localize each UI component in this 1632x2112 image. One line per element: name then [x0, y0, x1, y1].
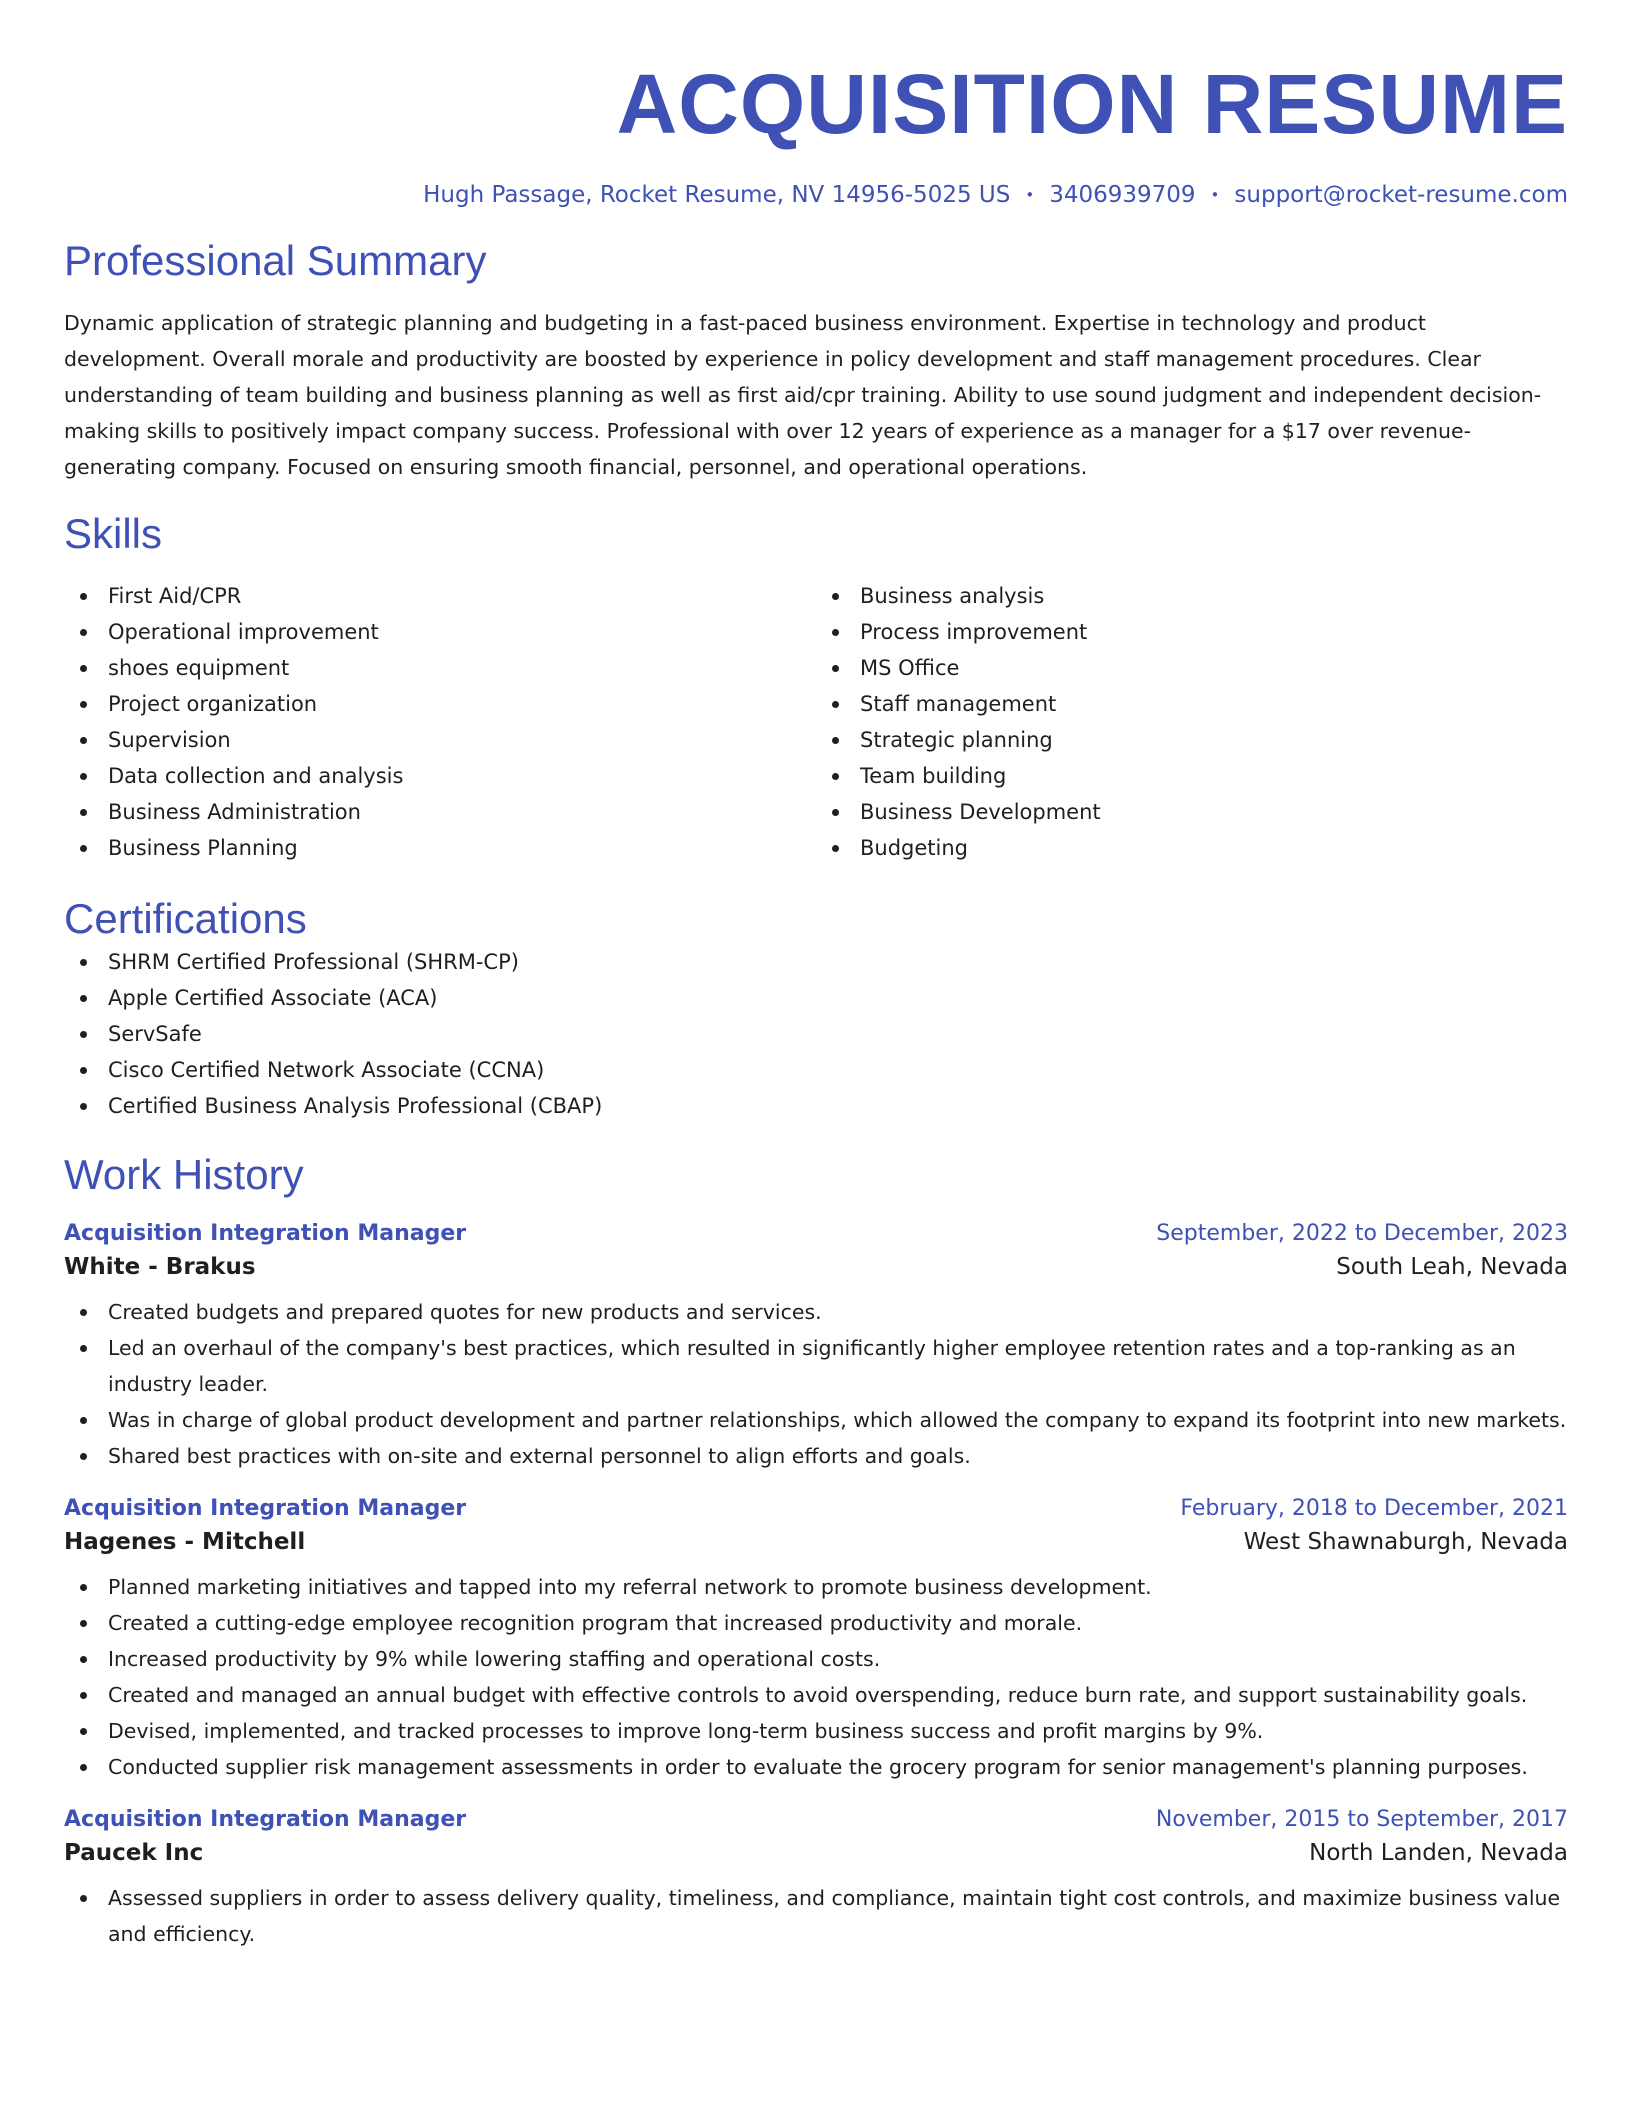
certification-item: Apple Certified Associate (ACA)	[64, 980, 1568, 1016]
job-entry	[64, 1221, 1568, 1474]
job-bullets	[64, 1880, 1568, 1952]
skill-item: First Aid/CPR	[64, 578, 816, 614]
work-history-list	[64, 1221, 1568, 1952]
job-title: Acquisition Integration Manager	[64, 1220, 467, 1246]
job-entry	[64, 1807, 1568, 1952]
certification-item: Certified Business Analysis Professional (CBAP)	[64, 1088, 1568, 1124]
job-company: Paucek Inc	[64, 1839, 204, 1866]
certifications-heading: Certifications	[64, 894, 307, 942]
job-dates: November, 2015 to September, 2017	[1155, 1806, 1568, 1832]
contact-address: Hugh Passage, Rocket Resume, NV 14956-5025 US	[423, 182, 1011, 208]
skill-item: Project organization	[64, 686, 816, 722]
certifications-list	[64, 944, 1568, 1124]
skill-item: MS Office	[816, 650, 1568, 686]
skill-item: shoes equipment	[64, 650, 816, 686]
contact-separator: •	[1025, 186, 1035, 204]
skill-item: Business Administration	[64, 794, 816, 830]
skill-item: Process improvement	[816, 614, 1568, 650]
skill-item: Business analysis	[816, 578, 1568, 614]
skill-item: Budgeting	[816, 830, 1568, 866]
job-bullet: Was in charge of global product development and partner relationships, which allowed the company to expand its footprint into new markets.	[64, 1402, 1568, 1438]
job-dates: February, 2018 to December, 2021	[1180, 1495, 1568, 1521]
job-title: Acquisition Integration Manager	[64, 1806, 467, 1832]
skill-item: Business Planning	[64, 830, 816, 866]
work-history-heading: Work History	[64, 1151, 304, 1199]
job-location: North Landen, Nevada	[1309, 1839, 1568, 1866]
job-bullet: Shared best practices with on-site and external personnel to align efforts and goals.	[64, 1438, 1568, 1474]
contact-phone: 3406939709	[1049, 182, 1196, 208]
skills-column-left	[64, 578, 816, 866]
job-company: Hagenes - Mitchell	[64, 1528, 306, 1555]
summary-heading: Professional Summary	[64, 237, 487, 284]
skills-list	[64, 578, 1568, 866]
skill-item: Data collection and analysis	[64, 758, 816, 794]
job-title: Acquisition Integration Manager	[64, 1495, 467, 1521]
job-dates: September, 2022 to December, 2023	[1156, 1220, 1568, 1246]
skill-item: Team building	[816, 758, 1568, 794]
skill-item: Business Development	[816, 794, 1568, 830]
job-bullets	[64, 1294, 1568, 1474]
contact-separator: •	[1210, 186, 1220, 204]
job-bullet: Planned marketing initiatives and tapped into my referral network to promote business development.	[64, 1569, 1568, 1605]
skill-item: Operational improvement	[64, 614, 816, 650]
job-bullet: Devised, implemented, and tracked processes to improve long-term business success and profit margins by 9%.	[64, 1713, 1568, 1749]
skills-heading: Skills	[64, 510, 163, 558]
skill-item: Staff management	[816, 686, 1568, 722]
skill-item: Supervision	[64, 722, 816, 758]
job-bullet: Assessed suppliers in order to assess delivery quality, timeliness, and compliance, maintain tight cost controls, and maximize business value and efficiency.	[64, 1880, 1568, 1952]
job-bullet: Increased productivity by 9% while lowering staffing and operational costs.	[64, 1641, 1568, 1677]
certification-item: Cisco Certified Network Associate (CCNA)	[64, 1052, 1568, 1088]
job-location: West Shawnaburgh, Nevada	[1243, 1528, 1568, 1555]
job-bullets	[64, 1569, 1568, 1785]
job-location: South Leah, Nevada	[1336, 1253, 1568, 1280]
summary-text: Dynamic application of strategic planning and budgeting in a fast-paced business environment. Expertise in technology and product development. Overall morale and productivity are boosted by experience in policy development and staff management procedures. Clear understanding of team building and business planning as well as first aid/cpr training. Ability to use sound judgment and independent decision-making skills to positively impact company success. Professional with over 12 years of experience as a manager for a $17 over revenue-generating company. Focused on ensuring smooth financial, personnel, and operational operations.	[64, 311, 1542, 480]
contact-email: support@rocket-resume.com	[1234, 182, 1568, 208]
job-entry	[64, 1496, 1568, 1785]
resume-name: ACQUISITION RESUME	[616, 57, 1568, 151]
certification-item: SHRM Certified Professional (SHRM-CP)	[64, 944, 1568, 980]
job-bullet: Created budgets and prepared quotes for new products and services.	[64, 1294, 1568, 1330]
job-bullet: Led an overhaul of the company's best practices, which resulted in significantly higher employee retention rates and a top-ranking as an industry leader.	[64, 1330, 1568, 1402]
job-company: White - Brakus	[64, 1253, 256, 1280]
skill-item: Strategic planning	[816, 722, 1568, 758]
skills-column-right	[816, 578, 1568, 866]
job-bullet: Created and managed an annual budget with effective controls to avoid overspending, reduce burn rate, and support sustainability goals.	[64, 1677, 1568, 1713]
certification-item: ServSafe	[64, 1016, 1568, 1052]
job-bullet: Created a cutting-edge employee recognition program that increased productivity and morale.	[64, 1605, 1568, 1641]
contact-line	[64, 182, 1568, 208]
job-bullet: Conducted supplier risk management assessments in order to evaluate the grocery program for senior management's planning purposes.	[64, 1749, 1568, 1785]
